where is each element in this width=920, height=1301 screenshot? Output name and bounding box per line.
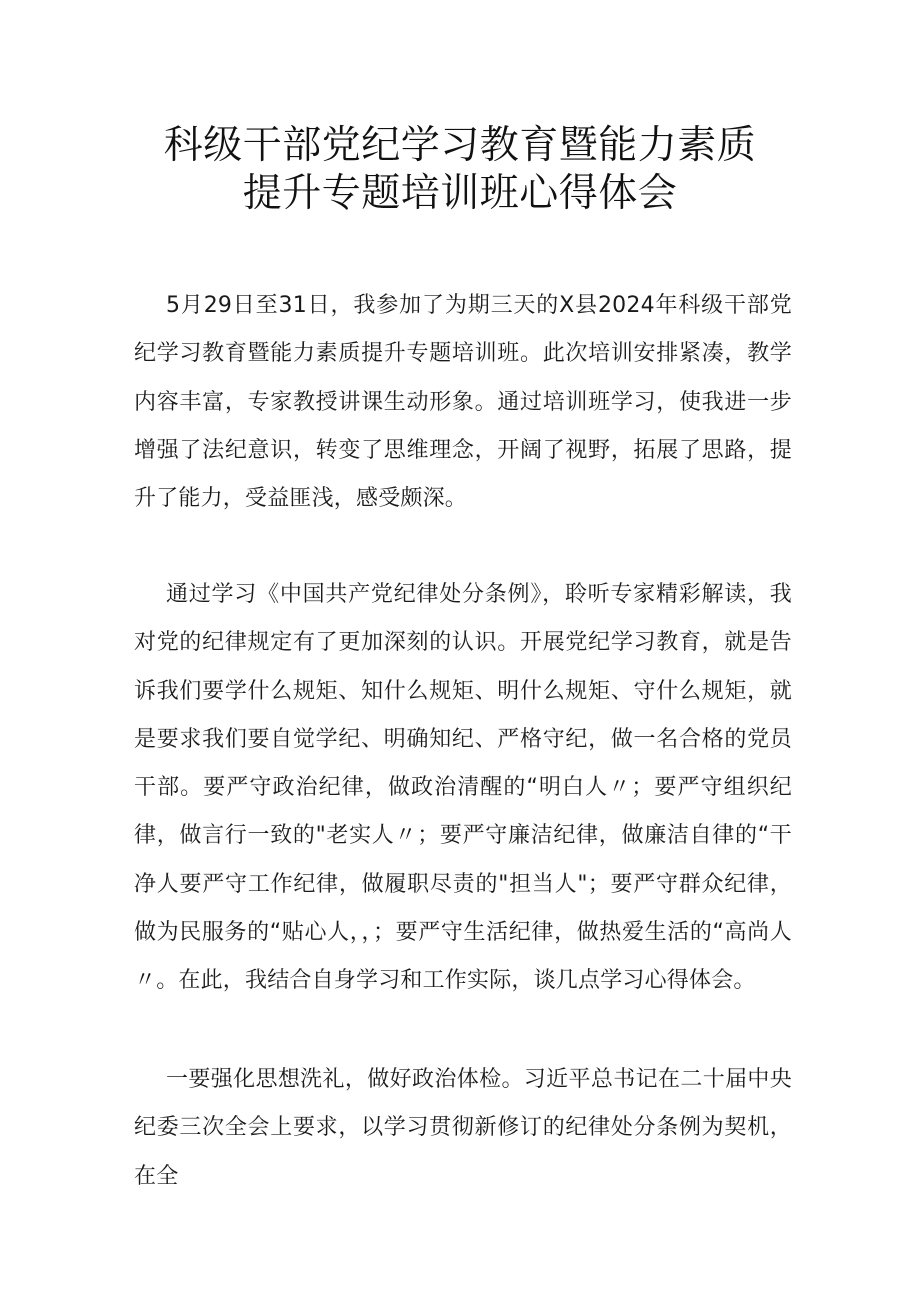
- document-title: [0, 122, 920, 218]
- paragraph-point-one: 一要强化思想洗礼，做好政治体检。习近平总书记在二十届中央纪委三次全会上要求，以学习贯彻新修订的纪律处分条例为契机，在全: [134, 1067, 792, 1189]
- title-line-1: 科级干部党纪学习教育暨能力素质: [163, 123, 757, 168]
- title-line-2: 提升专题培训班心得体会: [242, 171, 678, 216]
- paragraph-intro: 5月29日至31日，我参加了为期三天的X县2024年科级干部党纪学习教育暨能力素质提升专题培训班。此次培训安排紧凑，教学内容丰富，专家教授讲课生动形象。通过培训班学习，使我进一步增强了法纪意识，转变了思维理念，开阔了视野，拓展了思路，提升了能力，受益匪浅，感受颇深。: [134, 293, 792, 512]
- paragraph-discipline: 通过学习《中国共产党纪律处分条例》，聆听专家精彩解读，我对党的纪律规定有了更加深刻的认识。开展党纪学习教育，就是告诉我们要学什么规矩、知什么规矩、明什么规矩、守什么规矩，就是要求我们要自觉学纪、明确知纪、严格守纪，做一名合格的党员干部。要严守政治纪律，做政治清醒的“明白人〃；要严守组织纪律，做言行一致的"老实人〃；要严守廉洁纪律，做廉洁自律的“干净人要严守工作纪律，做履职尽责的"担当人"；要严守群众纪律，做为民服务的“贴心人，，；要严守生活纪律，做热爱生活的“高尚人〃。在此，我结合自身学习和工作实际，谈几点学习心得体会。: [134, 582, 792, 994]
